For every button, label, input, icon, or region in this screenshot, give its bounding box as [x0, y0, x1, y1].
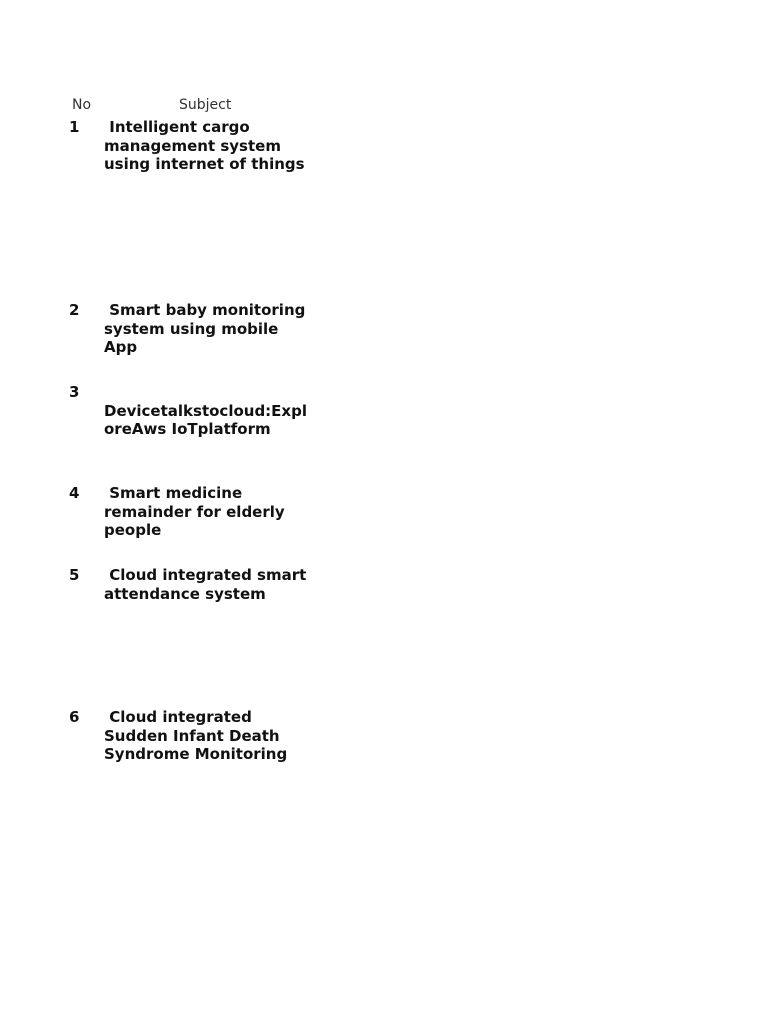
row-number: 2	[69, 301, 80, 319]
row-number: 5	[69, 566, 80, 584]
column-header-no: No	[72, 97, 92, 113]
column-header-subject: Subject	[179, 97, 232, 113]
row-subject: Devicetalkstocloud:Expl oreAws IoTplatform	[104, 401, 307, 438]
row-number: 4	[69, 484, 80, 502]
row-subject: Cloud integrated Sudden Infant Death Syndrome Monitoring	[104, 708, 288, 763]
row-number: 6	[69, 708, 80, 726]
row-subject: Cloud integrated smart attendance system	[104, 566, 307, 603]
row-number: 1	[69, 118, 80, 136]
row-subject: Smart baby monitoring system using mobile App	[104, 301, 306, 356]
row-number: 3	[69, 383, 80, 401]
row-subject: Smart medicine remainder for elderly people	[104, 484, 285, 539]
row-subject: Intelligent cargo management system using internet of things	[104, 118, 305, 173]
